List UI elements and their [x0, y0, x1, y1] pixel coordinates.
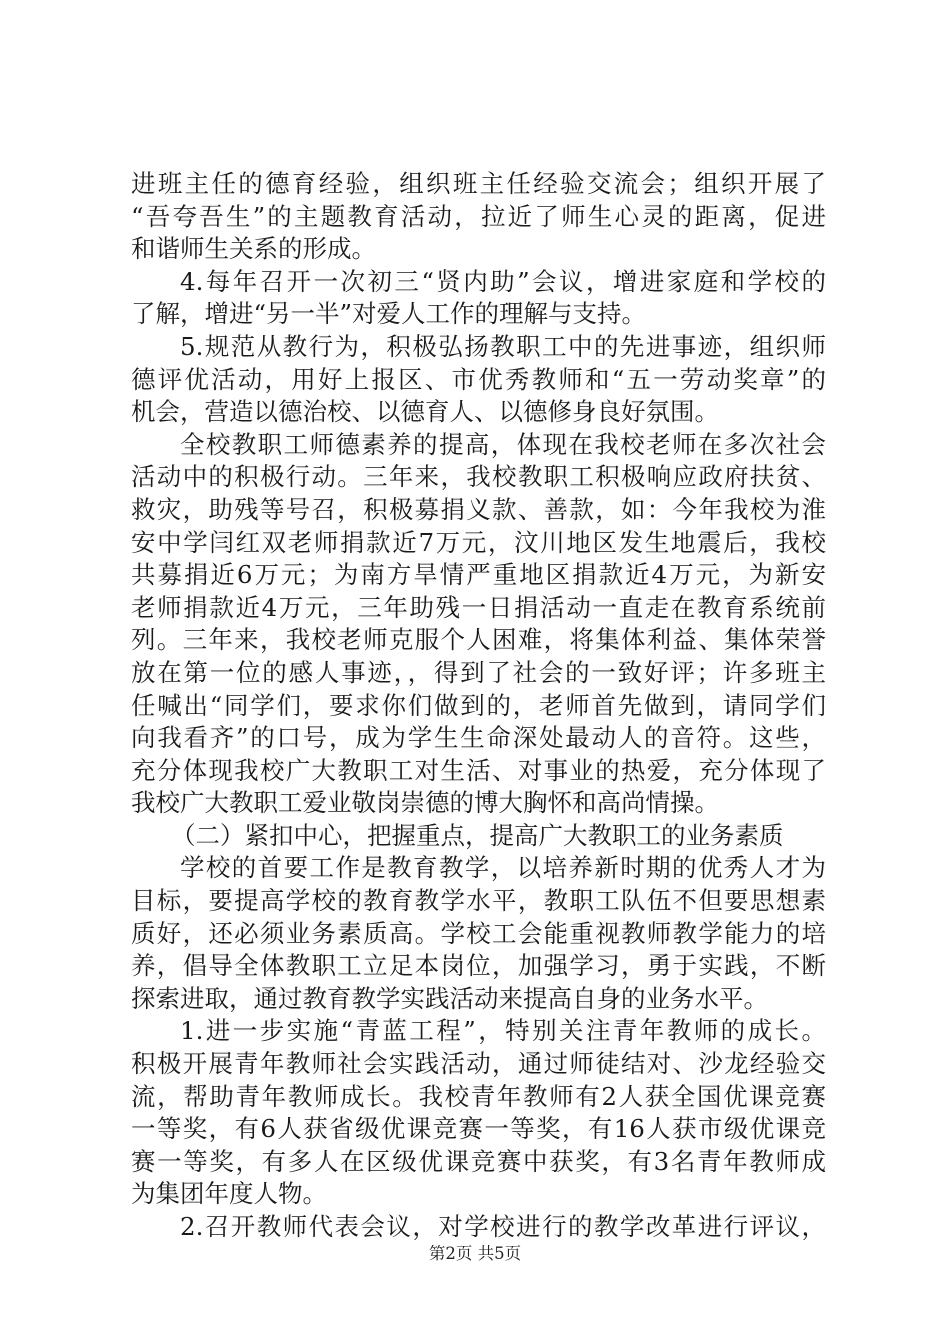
page-footer: 第2页 共5页 — [428, 1244, 522, 1263]
text-line: 充分体现我校广大教职工对生活、对事业的热爱，充分体现了 — [131, 755, 826, 785]
text-line: 2.召开教师代表会议，对学校进行的教学改革进行评议， — [180, 1212, 826, 1241]
text-line: 1.进一步实施“青蓝工程”，特别关注青年教师的成长。 — [180, 1016, 826, 1046]
text-line: 老师捐款近4万元，三年助残一日捐活动一直走在教育系统前 — [131, 592, 826, 622]
text-line: 质好，还必须业务素质高。学校工会能重视教师教学能力的培 — [131, 918, 826, 948]
text-line: 学校的首要工作是教育教学，以培养新时期的优秀人才为 — [180, 853, 826, 883]
text-line: 了解，增进“另一半”对爱人工作的理解与支持。 — [131, 299, 647, 329]
text-line: 安中学闫红双老师捐款近7万元，汶川地区发生地震后，我校 — [131, 527, 826, 557]
text-line: 机会，营造以德治校、以德育人、以德修身良好氛围。 — [131, 397, 719, 427]
text-line: 活动中的积极行动。三年来，我校教职工积极响应政府扶贫、 — [131, 462, 826, 492]
text-line: 和谐师生关系的形成。 — [131, 234, 376, 264]
text-line: 一等奖，有6人获省级优课竞赛一等奖，有16人获市级优课竞 — [131, 1114, 826, 1144]
text-line: 流，帮助青年教师成长。我校青年教师有2人获全国优课竞赛 — [131, 1081, 826, 1111]
text-line: 进班主任的德育经验，组织班主任经验交流会；组织开展了 — [131, 169, 826, 198]
text-line: 向我看齐”的口号，成为学生生命深处最动人的音符。这些， — [131, 723, 826, 753]
text-line: 放在第一位的感人事迹，，得到了社会的一致好评；许多班主 — [131, 657, 826, 687]
text-line: 共募捐近6万元；为南方旱情严重地区捐款近4万元，为新安 — [131, 560, 826, 590]
text-line: 为集团年度人物。 — [131, 1179, 327, 1209]
text-line: 赛一等奖，有多人在区级优课竞赛中获奖，有3名青年教师成 — [131, 1146, 826, 1176]
text-line: 任喊出“同学们，要求你们做到的，老师首先做到，请同学们 — [131, 690, 826, 720]
text-line: 列。三年来，我校老师克服个人困难，将集体利益、集体荣誉 — [131, 625, 826, 655]
text-line: 4.每年召开一次初三“贤内助”会议，增进家庭和学校的 — [180, 266, 826, 296]
section-heading: （二）紧扣中心，把握重点，提高广大教职工的业务素质 — [171, 820, 784, 850]
text-line: 目标，要提高学校的教育教学水平，教职工队伍不但要思想素 — [131, 886, 826, 916]
text-line: 积极开展青年教师社会实践活动，通过师徒结对、沙龙经验交 — [131, 1049, 826, 1079]
text-line: 全校教职工师德素养的提高，体现在我校老师在多次社会 — [180, 429, 826, 459]
text-line: 探索进取，通过教育教学实践活动来提高自身的业务水平。 — [131, 983, 768, 1013]
text-line: “吾夸吾生”的主题教育活动，拉近了师生心灵的距离，促进 — [131, 201, 826, 231]
text-line: 养，倡导全体教职工立足本岗位，加强学习，勇于实践，不断 — [131, 951, 826, 981]
body-text — [131, 168, 826, 1244]
text-line: 我校广大教职工爱业敬岗崇德的博大胸怀和高尚情操。 — [131, 788, 719, 818]
text-line: 5.规范从教行为，积极弘扬教职工中的先进事迹，组织师 — [180, 331, 826, 361]
text-line: 救灾，助残等号召，积极募捐义款、善款，如：今年我校为淮 — [131, 494, 826, 524]
text-line: 德评优活动，用好上报区、市优秀教师和“五一劳动奖章”的 — [131, 364, 826, 394]
